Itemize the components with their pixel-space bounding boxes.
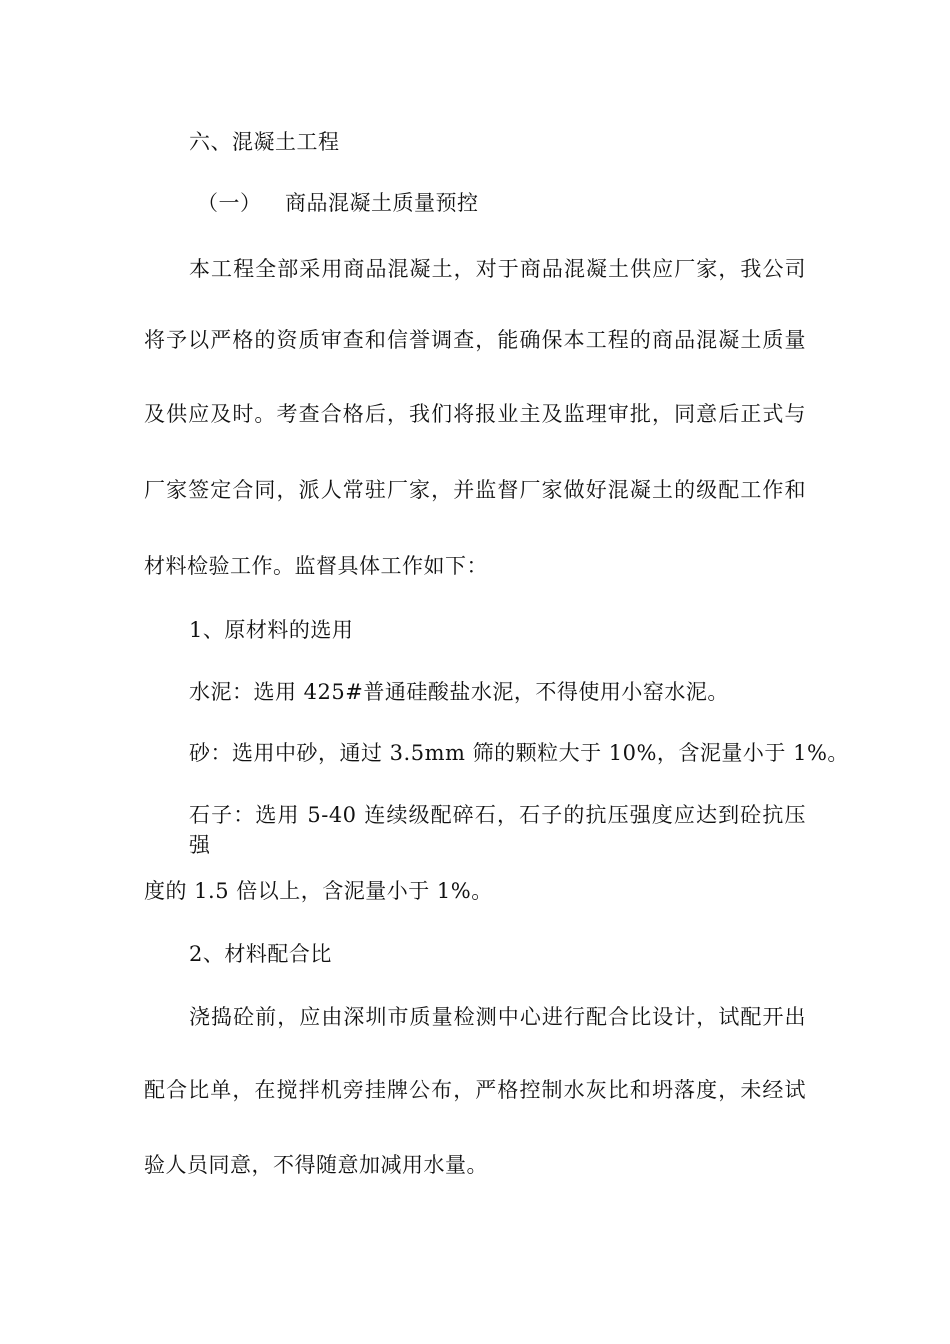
subsection-number: （一）	[197, 191, 262, 215]
intro-line-4: 厂家签定合同，派人常驻厂家，并监督厂家做好混凝土的级配工作和	[144, 478, 806, 502]
intro-line-5: 材料检验工作。监督具体工作如下：	[144, 554, 488, 578]
sand-line: 砂：选用中砂，通过 3.5mm 筛的颗粒大于 10%，含泥量小于 1%。	[189, 741, 849, 765]
intro-line-1: 本工程全部采用商品混凝土，对于商品混凝土供应厂家，我公司	[189, 257, 806, 281]
subsection-heading	[189, 188, 479, 218]
intro-line-2: 将予以严格的资质审查和信誉调查，能确保本工程的商品混凝土质量	[144, 328, 806, 352]
mix-line-1: 浇捣砼前，应由深圳市质量检测中心进行配合比设计，试配开出	[189, 1005, 806, 1029]
subsection-title: 商品混凝土质量预控	[285, 191, 479, 215]
section-heading: 六、混凝土工程	[189, 130, 340, 154]
intro-line-3: 及供应及时。考查合格后，我们将报业主及监理审批，同意后正式与	[144, 402, 806, 426]
stone-line-1: 石子：选用 5-40 连续级配碎石，石子的抗压强度应达到砼抗压强	[189, 803, 806, 857]
mix-line-3: 验人员同意，不得随意加减用水量。	[144, 1153, 488, 1177]
mix-line-2: 配合比单，在搅拌机旁挂牌公布，严格控制水灰比和坍落度，未经试	[144, 1078, 806, 1102]
item1-title: 1、原材料的选用	[189, 618, 354, 642]
cement-line: 水泥：选用 425#普通硅酸盐水泥，不得使用小窑水泥。	[189, 680, 729, 704]
item2-title: 2、材料配合比	[189, 942, 332, 966]
stone-line-2: 度的 1.5 倍以上，含泥量小于 1%。	[144, 879, 493, 903]
